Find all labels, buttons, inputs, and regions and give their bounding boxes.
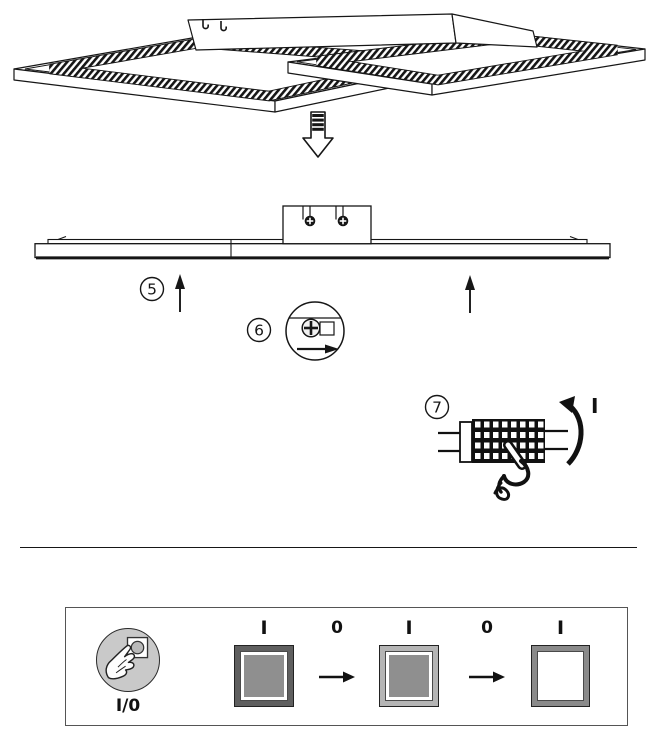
light-state-2-square <box>379 645 439 707</box>
wheel-on-label: I <box>591 394 599 418</box>
step-6-number: 6 <box>254 321 264 340</box>
step-5-number: 5 <box>147 280 157 299</box>
push-up-arrow-left <box>175 274 185 312</box>
section-divider <box>20 547 637 548</box>
screw-head-icon <box>302 319 320 337</box>
state-3-on-label: I <box>556 617 565 639</box>
step-6-detail <box>230 295 360 373</box>
step-7-number: 7 <box>432 398 442 417</box>
io-switch-label: I/0 <box>115 696 141 716</box>
light-state-1-square <box>234 645 294 707</box>
toggle-1-off-label: 0 <box>331 618 343 638</box>
sequence-arrow-2 <box>469 670 505 684</box>
push-up-arrow-right <box>465 275 475 313</box>
step-5-badge <box>141 278 164 301</box>
sequence-arrow-1 <box>319 670 355 684</box>
mounting-bracket <box>283 206 371 244</box>
switch-sequence-box <box>65 607 628 726</box>
mounting-canopy <box>188 14 537 50</box>
toggle-2-off-label: 0 <box>481 618 493 638</box>
step-7-badge <box>426 396 449 419</box>
thumbwheel <box>438 419 568 463</box>
state-1-on-label: I <box>260 617 268 639</box>
step-6-badge <box>248 319 271 342</box>
state-2-on-label: I <box>405 617 413 639</box>
light-state-3-square <box>531 645 590 707</box>
insert-down-arrow-icon <box>295 106 343 162</box>
step-7-detail <box>405 385 657 520</box>
panel-body <box>35 244 610 258</box>
wall-switch-press-icon <box>96 628 160 692</box>
